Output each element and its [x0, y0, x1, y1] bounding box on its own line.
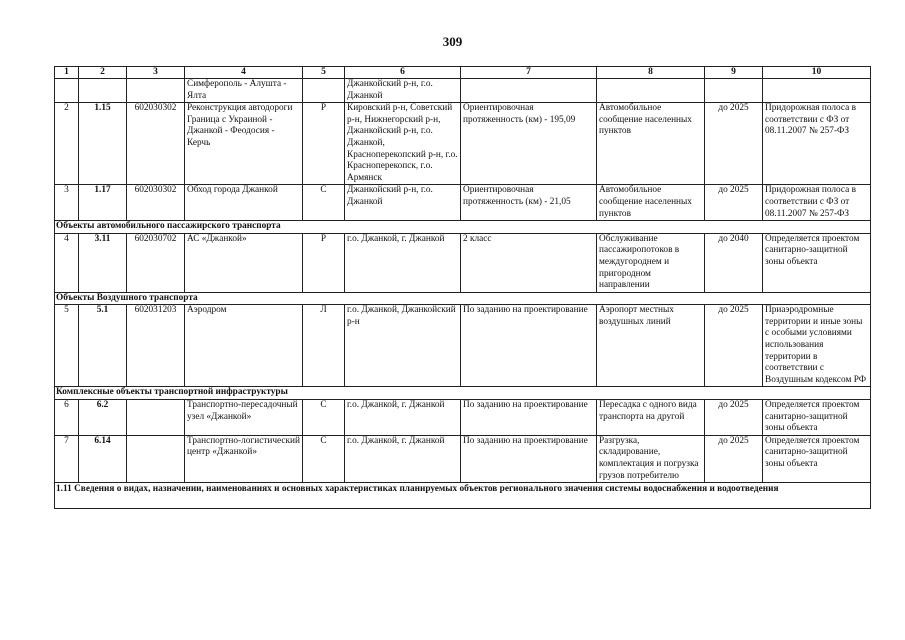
object-id — [127, 435, 185, 482]
object-date: до 2025 — [705, 400, 763, 436]
object-location: г.о. Джанкой, г. Джанкой — [345, 400, 461, 436]
column-header: 3 — [127, 67, 185, 79]
section-row — [55, 387, 871, 400]
object-code: 1.17 — [79, 185, 127, 221]
object-date: до 2025 — [705, 305, 763, 387]
object-characteristic: 2 класс — [461, 233, 597, 292]
object-location: Джанкойский р-н, г.о. Джанкой — [345, 185, 461, 221]
object-type: С — [303, 435, 345, 482]
object-zone: Определяется проектом санитарно-защитной зоны объекта — [763, 435, 871, 482]
page-number: 309 — [442, 34, 463, 49]
object-id: 602031203 — [127, 305, 185, 387]
object-zone: Придорожная полоса в соответствии с ФЗ от 08.11.2007 № 257-ФЗ — [763, 185, 871, 221]
object-name: Реконструкция автодороги Граница с Украиной - Джанкой - Феодосия - Керчь — [185, 103, 303, 185]
object-id — [127, 400, 185, 436]
object-id: 602030302 — [127, 103, 185, 185]
object-location: г.о. Джанкой, г. Джанкой — [345, 233, 461, 292]
object-id: 602030302 — [127, 185, 185, 221]
section-title: Комплексные объекты транспортной инфраструктуры — [55, 387, 871, 400]
object-code: 6.2 — [79, 400, 127, 436]
object-name: Транспортно-логистический центр «Джанкой» — [185, 435, 303, 482]
object-date: до 2040 — [705, 233, 763, 292]
object-type: С — [303, 400, 345, 436]
object-zone: Определяется проектом санитарно-защитной зоны объекта — [763, 233, 871, 292]
object-name: Симферополь - Алушта - Ялта — [185, 79, 303, 103]
column-header: 7 — [461, 67, 597, 79]
table-row — [55, 233, 871, 292]
object-code: 6.14 — [79, 435, 127, 482]
footer-row — [55, 483, 871, 509]
column-header: 5 — [303, 67, 345, 79]
column-header: 6 — [345, 67, 461, 79]
object-code: 3.11 — [79, 233, 127, 292]
row-number: 4 — [55, 233, 79, 292]
column-header: 10 — [763, 67, 871, 79]
object-type: Р — [303, 233, 345, 292]
object-type: С — [303, 185, 345, 221]
table-row — [55, 305, 871, 387]
row-number: 6 — [55, 400, 79, 436]
section-title: Объекты Воздушного транспорта — [55, 292, 871, 305]
object-purpose: Пересадка с одного вида транспорта на другой — [597, 400, 705, 436]
row-number: 3 — [55, 185, 79, 221]
objects-table — [54, 66, 871, 509]
object-name: Аэродром — [185, 305, 303, 387]
section-title: Объекты автомобильного пассажирского транспорта — [55, 221, 871, 234]
object-characteristic: По заданию на проектирование — [461, 400, 597, 436]
object-name: АС «Джанкой» — [185, 233, 303, 292]
object-type: Р — [303, 103, 345, 185]
object-zone: Придорожная полоса в соответствии с ФЗ от 08.11.2007 № 257-ФЗ — [763, 103, 871, 185]
object-date: до 2025 — [705, 103, 763, 185]
table-row — [55, 400, 871, 436]
object-purpose: Автомобильное сообщение населенных пунктов — [597, 185, 705, 221]
object-name: Транспортно-пересадочный узел «Джанкой» — [185, 400, 303, 436]
object-characteristic: Ориентировочная протяженность (км) - 195,09 — [461, 103, 597, 185]
section-heading: 1.11 Сведения о видах, назначении, наименованиях и основных характеристиках планируемых объектов регионального значения системы водоснабжения и водоотведения — [55, 483, 871, 509]
object-date: до 2025 — [705, 185, 763, 221]
object-location: Джанкойский р-н, г.о. Джанкой — [345, 79, 461, 103]
object-location: Кировский р-н, Советский р-н, Нижнегорский р-н, Джанкойский р-н, г.о. Джанкой, Красноперекопский р-н, г.о. Красноперекопск, г.о. Армянск — [345, 103, 461, 185]
table-row — [55, 435, 871, 482]
object-date: до 2025 — [705, 435, 763, 482]
row-number: 7 — [55, 435, 79, 482]
object-purpose: Разгрузка, складирование, комплектация и погрузка грузов потребителю — [597, 435, 705, 482]
table-row — [55, 185, 871, 221]
object-purpose: Аэропорт местных воздушных линий — [597, 305, 705, 387]
object-location: г.о. Джанкой, г. Джанкой — [345, 435, 461, 482]
row-number: 2 — [55, 103, 79, 185]
object-zone: Приаэродромные территории и иные зоны с особыми условиями использования территории в соответствии с Воздушным кодексом РФ — [763, 305, 871, 387]
object-code: 1.15 — [79, 103, 127, 185]
column-header: 8 — [597, 67, 705, 79]
section-row — [55, 221, 871, 234]
column-header: 1 — [55, 67, 79, 79]
object-purpose: Обслуживание пассажиропотоков в междугороднем и пригородном направлении — [597, 233, 705, 292]
column-header: 9 — [705, 67, 763, 79]
object-code: 5.1 — [79, 305, 127, 387]
table-body — [55, 67, 871, 509]
column-header: 4 — [185, 67, 303, 79]
object-name: Обход города Джанкой — [185, 185, 303, 221]
section-row — [55, 292, 871, 305]
column-header: 2 — [79, 67, 127, 79]
object-type: Л — [303, 305, 345, 387]
row-number: 5 — [55, 305, 79, 387]
object-zone: Определяется проектом санитарно-защитной зоны объекта — [763, 400, 871, 436]
object-characteristic: Ориентировочная протяженность (км) - 21,05 — [461, 185, 597, 221]
object-characteristic: По заданию на проектирование — [461, 435, 597, 482]
object-purpose: Автомобильное сообщение населенных пунктов — [597, 103, 705, 185]
table-row — [55, 103, 871, 185]
object-id: 602030702 — [127, 233, 185, 292]
object-location: г.о. Джанкой, Джанкойский р-н — [345, 305, 461, 387]
header-row — [55, 67, 871, 79]
continuation-row — [55, 79, 871, 103]
object-characteristic: По заданию на проектирование — [461, 305, 597, 387]
